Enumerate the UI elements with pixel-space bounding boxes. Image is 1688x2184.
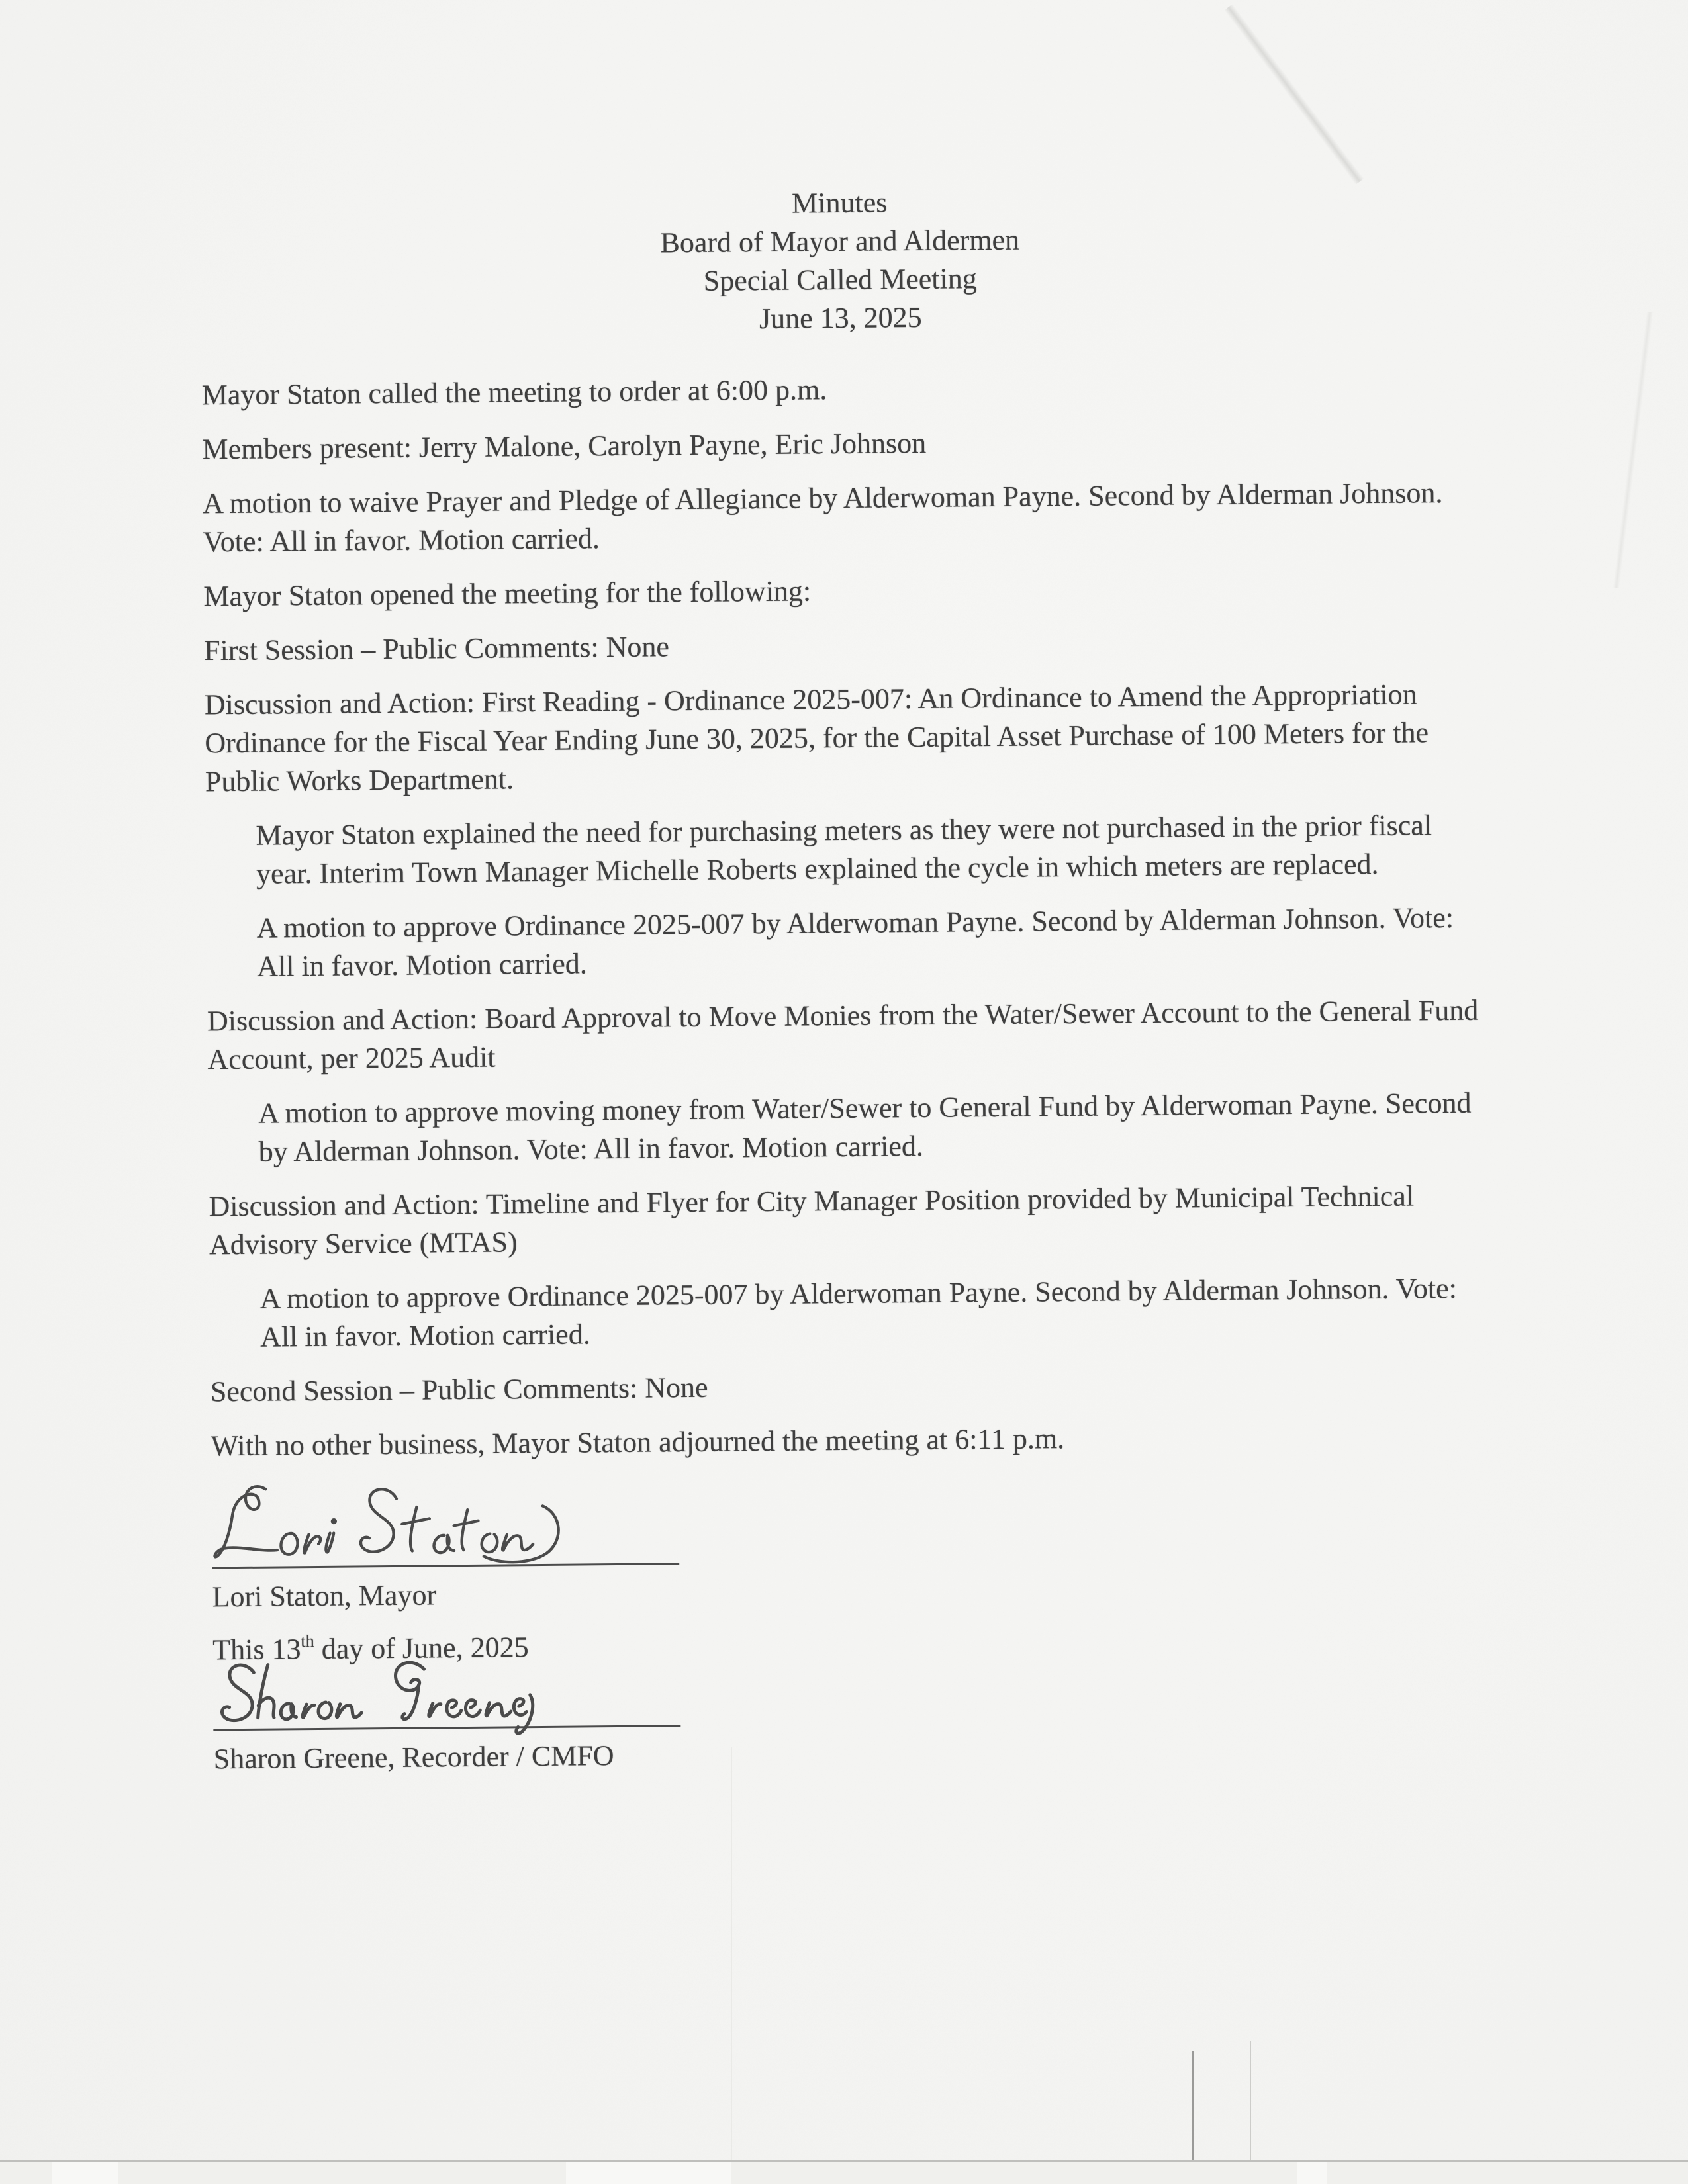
scan-line-artifact [1250, 2041, 1251, 2161]
title-line: June 13, 2025 [759, 300, 922, 336]
title-line: Board of Mayor and Aldermen [660, 223, 1020, 259]
title-line: Special Called Meeting [703, 262, 977, 297]
paragraph: A motion to approve Ordinance 2025-007 by Alderwoman Payne. Second by Alderman Johnson. Vote: All in favor. Motion carried. [259, 1271, 1458, 1353]
document-body [200, 179, 1493, 1779]
scan-line-artifact [1192, 2051, 1194, 2161]
signature-label-recorder: Sharon Greene, Recorder / CMFO [213, 1739, 614, 1776]
paragraph: Second Session – Public Comments: None [210, 1371, 708, 1408]
paragraph: Mayor Staton opened the meeting for the following: [203, 574, 812, 613]
paragraph: Members present: Jerry Malone, Carolyn Payne, Eric Johnson [202, 426, 927, 466]
paragraph: A motion to waive Prayer and Pledge of Allegiance by Alderwoman Payne. Second by Alderman Johnson. Vote: All in favor. Motion carried. [202, 477, 1443, 559]
signature-line-recorder [213, 1676, 681, 1731]
date-ordinal-superscript: th [301, 1631, 314, 1651]
paragraph: With no other business, Mayor Staton adjourned the meeting at 6:11 p.m. [211, 1422, 1065, 1463]
paragraph: A motion to approve moving money from Water/Sewer to General Fund by Alderwoman Payne. Second by Alderman Johnson. Vote: All in favor. Motion carried. [258, 1086, 1472, 1168]
scan-streak [1297, 2162, 1327, 2184]
paragraph: First Session – Public Comments: None [203, 630, 670, 667]
lori-staton-signature [210, 1475, 586, 1584]
paragraph: A motion to approve Ordinance 2025-007 by Alderwoman Payne. Second by Alderman Johnson. Vote: All in favor. Motion carried. [256, 901, 1454, 983]
paragraph: Mayor Staton called the meeting to order at 6:00 p.m. [201, 373, 827, 412]
paragraph: Mayor Staton explained the need for purchasing meters as they were not purchased in the prior fiscal year. Interim Town Manager Michelle Roberts explained the cycle in which meters are replaced. [256, 809, 1432, 890]
scan-streak [566, 2162, 731, 2184]
paper-crease-right-edge [1613, 312, 1653, 588]
paper-crease-top-right [1224, 4, 1364, 185]
signature-section [211, 1473, 1493, 1778]
date-text: day of June, 2025 [314, 1631, 529, 1666]
scan-background-strip [0, 2162, 1688, 2184]
date-text: This 13 [212, 1633, 301, 1666]
title-line: Minutes [791, 186, 888, 220]
signature-line-mayor [211, 1480, 679, 1569]
date-line [212, 1619, 1491, 1669]
signature-label-mayor: Lori Staton, Mayor [212, 1578, 437, 1614]
document-title [200, 179, 1480, 343]
scan-streak [52, 2162, 118, 2184]
paragraph: Discussion and Action: First Reading - Ordinance 2025-007: An Ordinance to Amend the Appropriation Ordinance for the Fiscal Year Ending June 30, 2025, for the Capital Asset Purchase of 100 Meters for the Public Works Department. [204, 678, 1429, 798]
paragraph: Discussion and Action: Board Approval to Move Monies from the Water/Sewer Account to the General Fund Account, per 2025 Audit [207, 993, 1479, 1076]
paragraph: Discussion and Action: Timeline and Flyer for City Manager Position provided by Municipal Technical Advisory Service (MTAS) [209, 1179, 1415, 1261]
scan-crease-artifact [731, 1747, 732, 2161]
